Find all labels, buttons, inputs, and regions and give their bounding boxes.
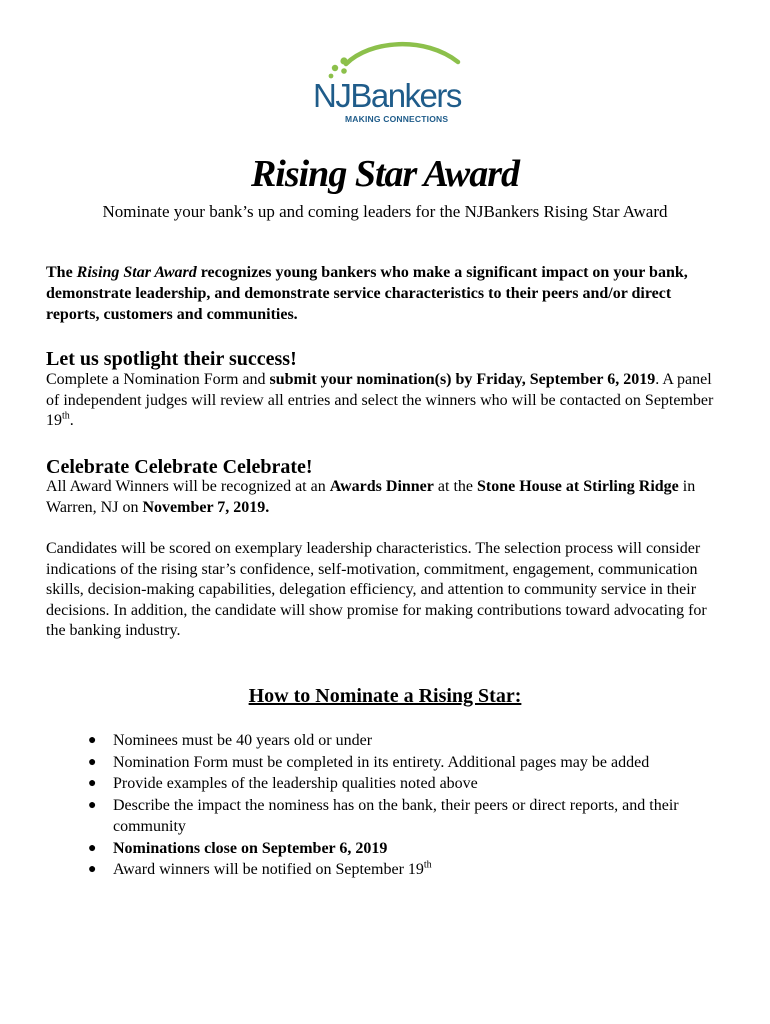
list-item-text: Provide examples of the leadership qualities noted above [113, 775, 478, 792]
celebrate-heading: Celebrate Celebrate Celebrate! [46, 456, 313, 478]
intro-the: The [46, 264, 73, 281]
intro-paragraph [46, 262, 726, 325]
spotlight-sup: th [62, 410, 70, 422]
page-subtitle: Nominate your bank’s up and coming leaders for the NJBankers Rising Star Award [102, 202, 668, 221]
intro-rest: recognizes young bankers who make a significant impact on your bank, demonstrate leadership, and demonstrate service characteristics to their peers and/or direct reports, customers and communities. [46, 264, 688, 323]
list-item [88, 752, 728, 774]
list-item [88, 859, 728, 881]
list-item-text: Nomination Form must be completed in its entirety. Additional pages may be added [113, 753, 650, 771]
njbankers-logo [300, 38, 470, 128]
bullet-icon: ● [88, 776, 97, 791]
list-item-text: Describe the impact the nominess has on the bank, their peers or direct reports, and their community [113, 796, 679, 835]
spotlight-end: . [69, 412, 74, 429]
bullet-icon: ● [88, 797, 97, 813]
bullet-icon: ● [88, 733, 97, 748]
candidates-paragraph: Candidates will be scored on exemplary leadership characteristics. The selection process will consider indications of the rising star’s confidence, self-motivation, commitment, engagement, communication skills, decision-making capabilities, delegation efficiency, and attention to community service in their decisions. In addition, the candidate will show promise for making contributions toward advocating for the banking industry. [46, 540, 707, 639]
how-to-heading: How to Nominate a Rising Star: [248, 685, 522, 707]
spotlight-text-a: Complete a Nomination Form and [46, 371, 270, 388]
spotlight-heading: Let us spotlight their success! [46, 348, 297, 370]
intro-award-name: Rising Star Award [76, 264, 197, 281]
bullet-icon: ● [88, 754, 97, 770]
list-item-text: Award winners will be notified on September 19 [113, 861, 424, 878]
logo-brand-text: NJBankers [313, 77, 461, 114]
celebrate-text-a: All Award Winners will be recognized at an [46, 478, 330, 495]
spotlight-paragraph [46, 370, 726, 432]
list-item [88, 773, 728, 795]
list-item-text: Nominations close on September 6, 2019 [113, 839, 388, 857]
celebrate-paragraph [46, 477, 726, 518]
bullet-icon: ● [88, 862, 97, 877]
celebrate-text-e: in Warren, NJ on [46, 478, 696, 516]
page-title: Rising Star Award [250, 153, 520, 195]
bullet-icon: ● [88, 840, 97, 856]
spotlight-text-b: . A panel of independent judges will review all entries and select the winners who will be contacted on September 19 [46, 371, 714, 429]
logo-tagline: MAKING CONNECTIONS [345, 114, 449, 124]
list-item [88, 838, 728, 860]
celebrate-awards-dinner: Awards Dinner [329, 478, 434, 495]
list-item [88, 795, 728, 838]
list-item-sup: th [423, 859, 432, 871]
celebrate-date: November 7, 2019. [142, 498, 270, 516]
list-item-text: Nominees must be 40 years old or under [113, 732, 373, 749]
list-item [88, 730, 728, 752]
celebrate-venue: Stone House at Stirling Ridge [476, 478, 679, 495]
celebrate-text-c: at the [433, 478, 477, 495]
spotlight-deadline: submit your nomination(s) by Friday, September 6, 2019 [269, 371, 656, 388]
nomination-bullet-list [88, 730, 728, 881]
